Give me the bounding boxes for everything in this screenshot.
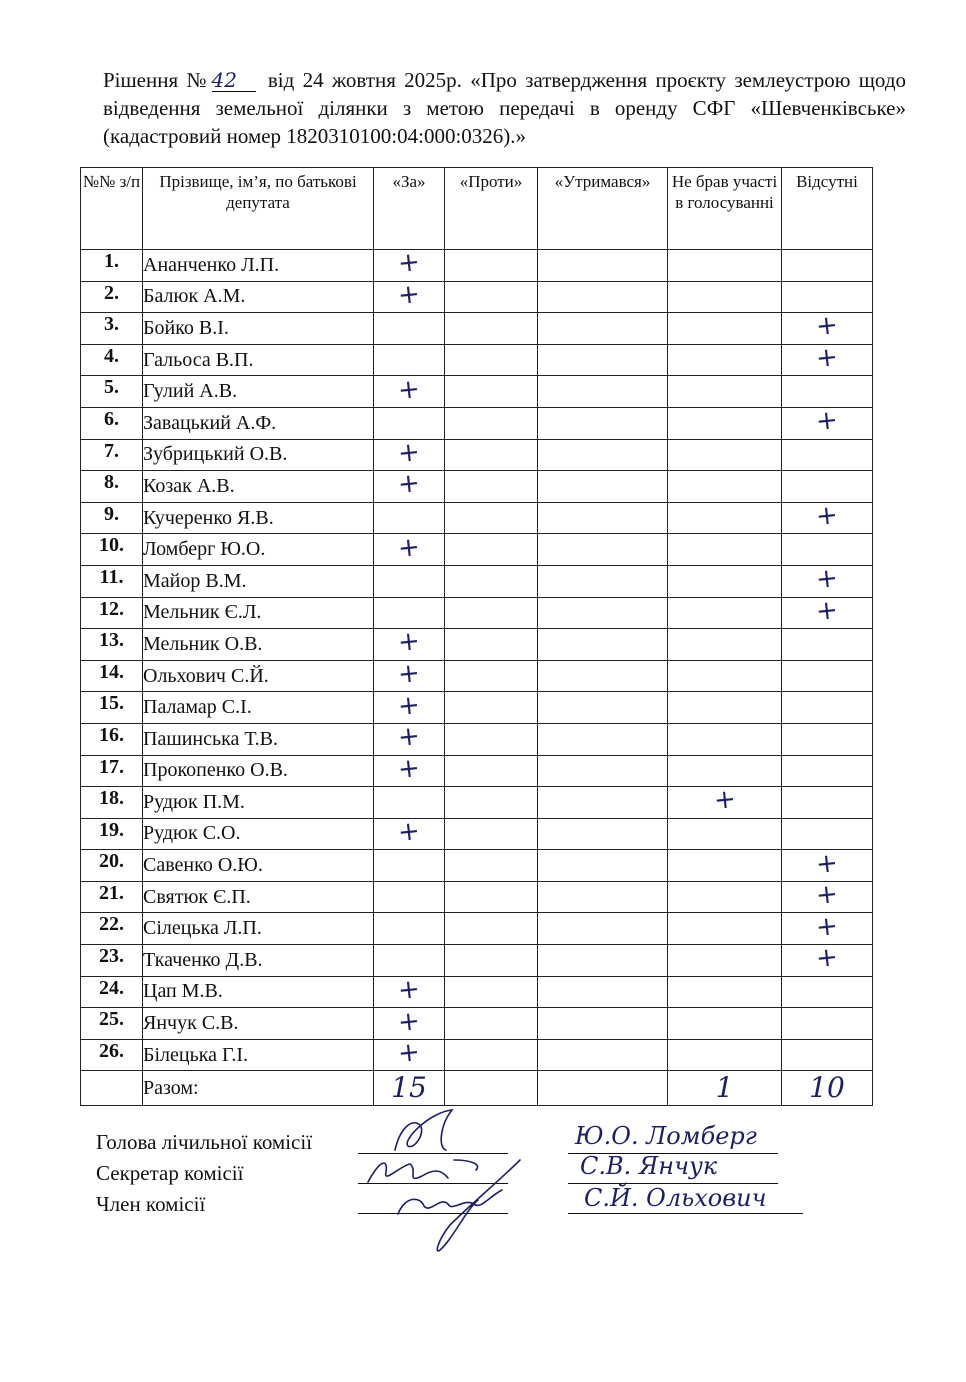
vote-mark: + xyxy=(396,247,422,280)
vote-mark: + xyxy=(396,689,422,722)
row-number: 11. xyxy=(81,565,143,597)
vote-mark: + xyxy=(396,657,422,691)
vote-mark: + xyxy=(396,1037,422,1070)
row-number: 18. xyxy=(81,787,143,819)
vote-mark: + xyxy=(396,815,422,849)
vote-mark: + xyxy=(396,752,422,785)
row-number: 26. xyxy=(81,1039,143,1071)
row-number: 8. xyxy=(81,471,143,503)
deputy-name: Янчук С.В. xyxy=(143,1008,374,1040)
row-number: 13. xyxy=(81,629,143,661)
deputy-name: Цап М.В. xyxy=(143,976,374,1008)
chair-signature xyxy=(395,1110,452,1150)
total-label: Разом: xyxy=(143,1071,374,1106)
deputy-name: Балюк А.М. xyxy=(143,281,374,313)
vote-mark: + xyxy=(814,879,840,912)
deputy-name: Гулий А.В. xyxy=(143,376,374,408)
vote-mark: + xyxy=(814,342,840,375)
vote-mark: + xyxy=(396,626,422,659)
row-number: 7. xyxy=(81,439,143,471)
signature-role-chair: Голова лічильної комісії xyxy=(96,1130,313,1154)
deputy-name: Мельник О.В. xyxy=(143,629,374,661)
header-against: «Проти» xyxy=(445,168,538,250)
decision-text: від 24 жовтня 2025р. «Про затвердження проєкту землеустрою щодо відведення земельної ділянки з метою передачі в оренду СФГ «Шевченківське» (кадастровий номер 1820310100:04:000:0326).» xyxy=(103,68,906,148)
deputy-name: Майор В.М. xyxy=(143,565,374,597)
deputy-name: Ананченко Л.П. xyxy=(143,250,374,282)
row-number: 5. xyxy=(81,376,143,408)
deputy-name: Ломберг Ю.О. xyxy=(143,534,374,566)
vote-mark: + xyxy=(396,436,422,469)
row-number: 4. xyxy=(81,344,143,376)
header-for: «За» xyxy=(374,168,445,250)
row-number: 19. xyxy=(81,818,143,850)
header-num: №№ з/п xyxy=(81,168,143,250)
row-number: 14. xyxy=(81,660,143,692)
row-number: 24. xyxy=(81,976,143,1008)
deputy-name: Зубрицький О.В. xyxy=(143,439,374,471)
row-number: 12. xyxy=(81,597,143,629)
deputy-name: Святюк Є.П. xyxy=(143,881,374,913)
vote-mark: + xyxy=(814,563,840,596)
deputy-name: Кучеренко Я.В. xyxy=(143,502,374,534)
vote-mark: + xyxy=(396,531,422,564)
signature-name-secretary: С.В. Янчук xyxy=(580,1152,718,1180)
vote-mark: + xyxy=(396,973,422,1007)
vote-mark: + xyxy=(814,310,840,343)
row-number: 23. xyxy=(81,945,143,977)
row-number: 21. xyxy=(81,881,143,913)
row-number: 1. xyxy=(81,250,143,282)
deputy-name: Ольхович С.Й. xyxy=(143,660,374,692)
header-name: Прізвище, ім’я, по батькові депутата xyxy=(143,168,374,250)
vote-mark: + xyxy=(396,373,422,406)
row-number: 15. xyxy=(81,692,143,724)
row-number: 17. xyxy=(81,755,143,787)
total-not-voted: 1 xyxy=(668,1071,782,1106)
vote-mark: + xyxy=(814,847,840,880)
vote-mark: + xyxy=(396,1005,422,1038)
deputy-name: Бойко В.І. xyxy=(143,313,374,345)
deputy-name: Козак А.В. xyxy=(143,471,374,503)
header-not-voted: Не брав участі в голосуванні xyxy=(668,168,782,250)
vote-mark: + xyxy=(814,499,840,533)
vote-mark: + xyxy=(396,468,422,501)
deputy-name: Завацький А.Ф. xyxy=(143,407,374,439)
deputy-name: Білецька Г.І. xyxy=(143,1039,374,1071)
deputy-name: Рудюк С.О. xyxy=(143,818,374,850)
deputy-name: Пашинська Т.В. xyxy=(143,723,374,755)
row-number: 10. xyxy=(81,534,143,566)
member-signature xyxy=(398,1160,520,1251)
total-for: 15 xyxy=(374,1071,445,1106)
row-number: 9. xyxy=(81,502,143,534)
secretary-signature xyxy=(368,1160,478,1182)
vote-mark: + xyxy=(396,721,422,754)
deputy-name: Сілецька Л.П. xyxy=(143,913,374,945)
signature-name-chair: Ю.О. Ломберг xyxy=(575,1122,757,1150)
row-number: 2. xyxy=(81,281,143,313)
deputy-name: Прокопенко О.В. xyxy=(143,755,374,787)
row-number: 25. xyxy=(81,1008,143,1040)
row-number: 6. xyxy=(81,407,143,439)
row-number: 22. xyxy=(81,913,143,945)
vote-mark: + xyxy=(396,278,422,311)
vote-mark: + xyxy=(814,942,840,975)
header-absent: Відсутні xyxy=(782,168,873,250)
vote-mark: + xyxy=(814,910,840,943)
row-number: 20. xyxy=(81,850,143,882)
decision-prefix: Рішення № xyxy=(103,68,210,92)
deputy-name: Гальоса В.П. xyxy=(143,344,374,376)
deputy-name: Рудюк П.М. xyxy=(143,787,374,819)
signature-role-member: Член комісії xyxy=(96,1192,206,1216)
total-absent: 10 xyxy=(782,1071,873,1106)
vote-mark: + xyxy=(814,594,840,627)
deputy-name: Савенко О.Ю. xyxy=(143,850,374,882)
header-abstained: «Утримався» xyxy=(538,168,668,250)
signature-name-member: С.Й. Ольхович xyxy=(584,1184,767,1212)
decision-number: 42 xyxy=(212,69,256,92)
deputy-name: Ткаченко Д.В. xyxy=(143,945,374,977)
deputy-name: Мельник Є.Л. xyxy=(143,597,374,629)
signature-role-secretary: Секретар комісії xyxy=(96,1161,244,1185)
vote-mark: + xyxy=(712,784,737,817)
row-number: 3. xyxy=(81,313,143,345)
deputy-name: Паламар С.І. xyxy=(143,692,374,724)
row-number: 16. xyxy=(81,723,143,755)
vote-mark: + xyxy=(814,405,840,438)
